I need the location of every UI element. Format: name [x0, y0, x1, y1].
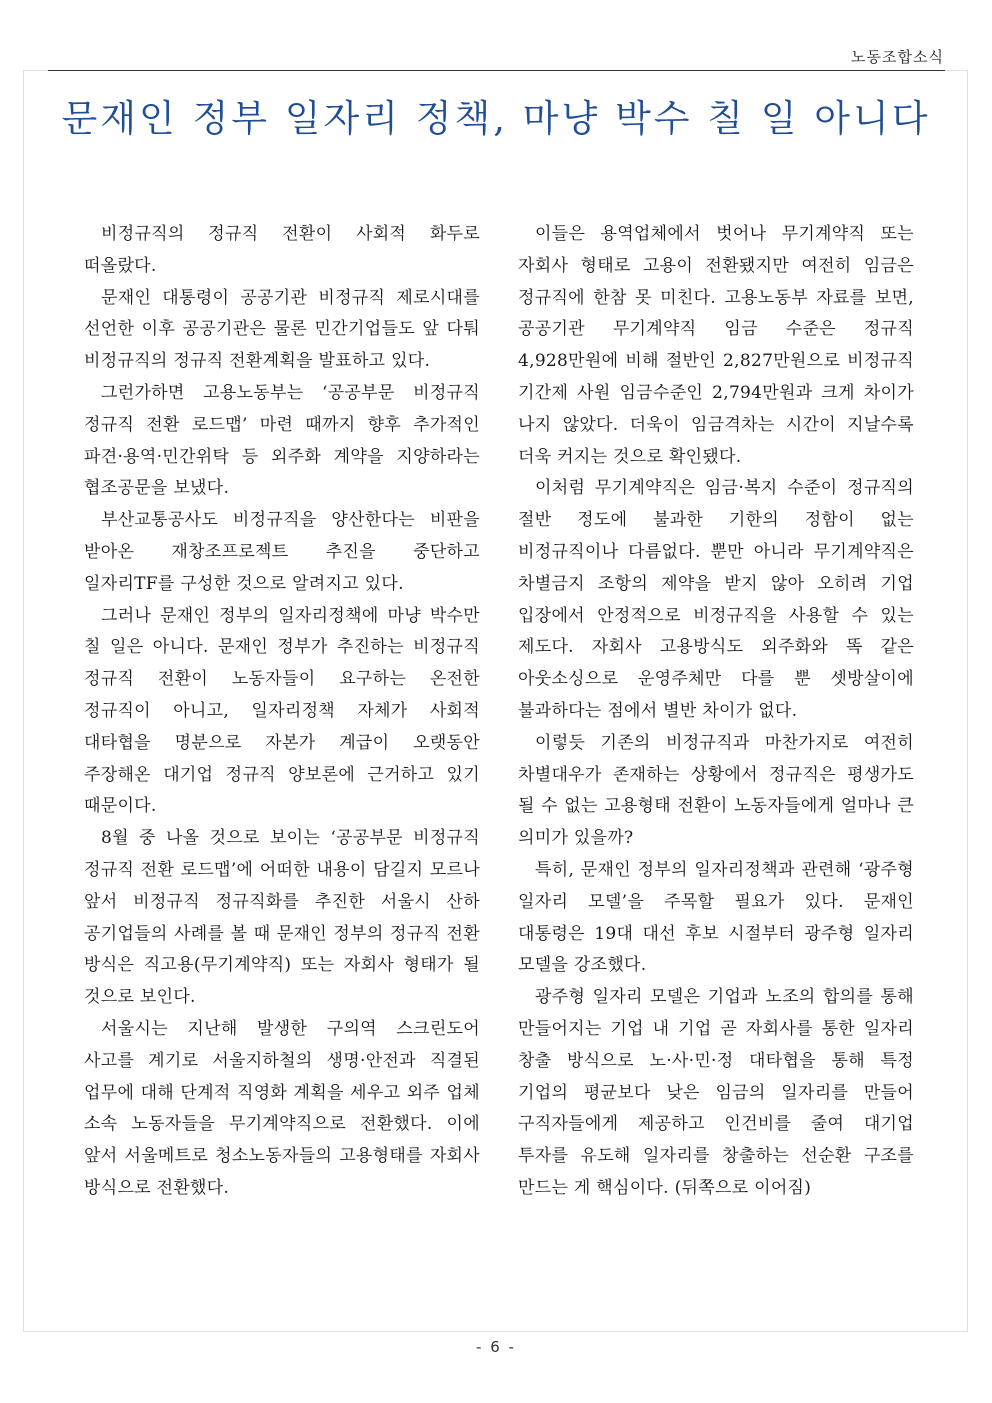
article-title: 문재인 정부 일자리 정책, 마냥 박수 칠 일 아니다 — [61, 97, 931, 140]
paragraph: 그런가하면 고용노동부는 ‘공공부문 비정규직 정규직 전환 로드맵’ 마련 때까지 향후 추가적인 파견·용역·민간위탁 등 외주화 계약을 지양하라는 협조공문을 보냈다. — [84, 382, 480, 499]
left-column — [84, 219, 480, 1205]
paragraph: 비정규직의 정규직 전환이 사회적 화두로 떠올랐다. — [84, 224, 480, 276]
paragraph: 부산교통공사도 비정규직을 양산한다는 비판을 받아온 재창조프로젝트 추진을 중단하고 일자리TF를 구성한 것으로 알려지고 있다. — [84, 510, 480, 594]
paragraph: 특히, 문재인 정부의 일자리정책과 관련해 ‘광주형 일자리 모델’을 주목할 필요가 있다. 문재인 대통령은 19대 대선 후보 시절부터 광주형 일자리 모델을 강조했다. — [518, 859, 914, 976]
section-header-label: 노동조합소식 — [851, 48, 944, 66]
paragraph: 이들은 용역업체에서 벗어나 무기계약직 또는 자회사 형태로 고용이 전환됐지만 여전히 임금은 정규직에 한참 못 미친다. 고용노동부 자료를 보면, 공공기관 무기계약직 임금 수준은 정규직 4,928만원에 비해 절반인 2,827만원으로 비정규직 기간제 사원 임금수준인 2,794만원과 크게 차이가 나지 않았다. 더욱이 임금격차는 시간이 지날수록 더욱 커지는 것으로 확인됐다. — [518, 224, 914, 467]
paragraph: 문재인 대통령이 공공기관 비정규직 제로시대를 선언한 이후 공공기관은 물론 민간기업들도 앞 다퉈 비정규직의 정규직 전환계획을 발표하고 있다. — [84, 287, 480, 372]
paragraph: 이렇듯 기존의 비정규직과 마찬가지로 여전히 차별대우가 존재하는 상황에서 정규직은 평생가도 될 수 없는 고용형태 전환이 노동자들에게 얼마나 큰 의미가 있을까? — [518, 732, 914, 849]
paragraph: 광주형 일자리 모델은 기업과 노조의 합의를 통해 만들어지는 기업 내 기업 곧 자회사를 통한 일자리 창출 방식으로 노·사·민·정 대타협을 통해 특정 기업의 평균보다 낮은 임금의 일자리를 만들어 구직자들에게 제공하고 인건비를 줄여 대기업 투자를 유도해 일자리를 창출하는 선순환 구조를 만드는 게 핵심이다. (뒤쪽으로 이어짐) — [518, 987, 914, 1198]
page-number: - 6 - — [476, 1338, 516, 1356]
paragraph: 이처럼 무기계약직은 임금·복지 수준이 정규직의 절반 정도에 불과한 기한의 정함이 없는 비정규직이나 다름없다. 뿐만 아니라 무기계약직은 차별금지 조항의 제약을 받지 않아 오히려 기업 입장에서 안정적으로 비정규직을 사용할 수 있는 제도다. 자회사 고용방식도 외주화와 똑 같은 아웃소싱으로 운영주체만 다를 뿐 셋방살이에 불과하다는 점에서 별반 차이가 없다. — [518, 478, 914, 721]
paragraph: 8월 중 나올 것으로 보이는 ‘공공부문 비정규직 정규직 전환 로드맵’에 어떠한 내용이 담길지 모르나 앞서 비정규직 정규직화를 추진한 서울시 산하 공기업들의 사례를 볼 때 문재인 정부의 정규직 전환 방식은 직고용(무기계약직) 또는 자회사 형태가 될 것으로 보인다. — [84, 828, 480, 1008]
header-divider — [48, 70, 945, 71]
paragraph: 그러나 문재인 정부의 일자리정책에 마냥 박수만 칠 일은 아니다. 문재인 정부가 추진하는 비정규직 정규직 전환이 노동자들이 요구하는 온전한 정규직이 아니고, 일자리정책 자체가 사회적 대타협을 명분으로 자본가 계급이 오랫동안 주장해온 대기업 정규직 양보론에 근거하고 있기 때문이다. — [84, 605, 480, 817]
right-column — [518, 219, 914, 1205]
paragraph: 서울시는 지난해 발생한 구의역 스크린도어 사고를 계기로 서울지하철의 생명·안전과 직결된 업무에 대해 단계적 직영화 계획을 세우고 외주 업체 소속 노동자들을 무기계약직으로 전환했다. 이에 앞서 서울메트로 청소노동자들의 고용형태를 자회사 방식으로 전환했다. — [84, 1018, 480, 1198]
